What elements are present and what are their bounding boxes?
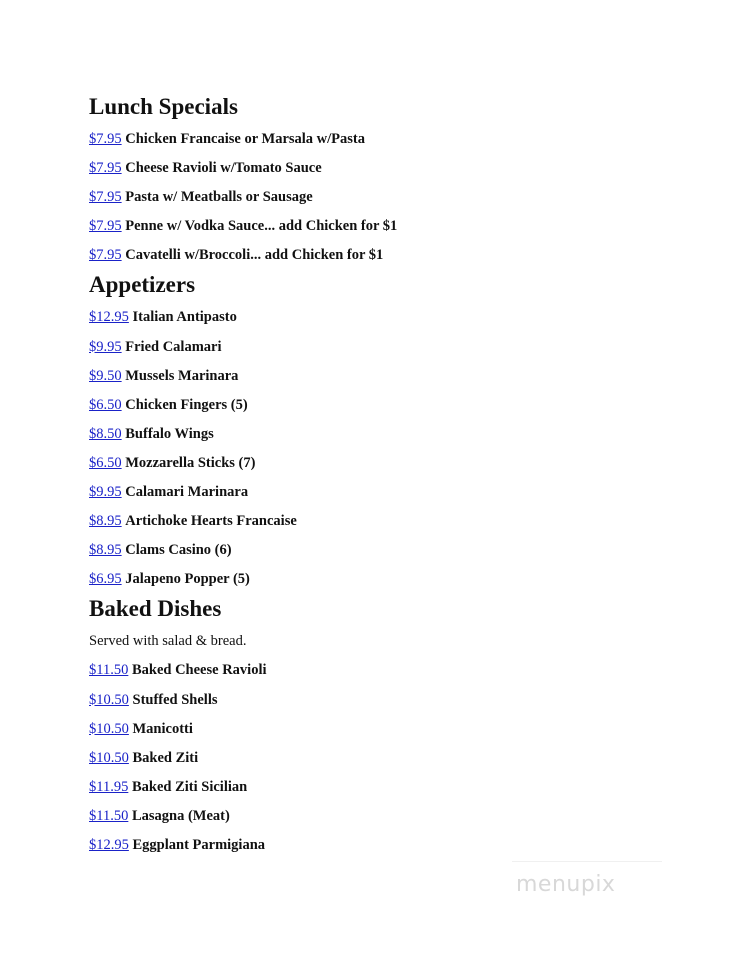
price-link[interactable]: $7.95 (89, 218, 122, 235)
section-title: Appetizers (89, 272, 196, 298)
menu-item (89, 391, 709, 420)
menu-item (89, 831, 709, 860)
price-link[interactable]: $7.95 (89, 160, 122, 177)
price-link[interactable]: $8.50 (89, 425, 122, 442)
menu-item (89, 154, 709, 183)
price-link[interactable]: $9.50 (89, 367, 122, 384)
menu-item (89, 125, 709, 154)
item-name: Buffalo Wings (125, 425, 214, 442)
menu-item (89, 715, 709, 744)
menu-item (89, 656, 709, 685)
item-name: Artichoke Hearts Francaise (125, 513, 297, 530)
item-name: Chicken Francaise or Marsala w/Pasta (125, 131, 366, 147)
item-name: Lasagna (Meat) (131, 807, 230, 824)
menu-item (89, 686, 709, 715)
price-link[interactable]: $7.95 (89, 189, 122, 206)
item-name: Penne w/ Vodka Sauce... add Chicken for $1 (125, 218, 398, 235)
watermark-divider (512, 861, 662, 862)
price-link[interactable]: $10.50 (89, 691, 129, 708)
price-link[interactable]: $10.50 (89, 720, 129, 737)
price-link[interactable]: $6.50 (89, 396, 122, 413)
item-name: Italian Antipasto (132, 309, 237, 326)
menu-item (89, 212, 709, 241)
price-link[interactable]: $11.50 (89, 807, 129, 824)
menu-item (89, 536, 709, 565)
price-link[interactable]: $6.95 (89, 571, 122, 588)
section-note: Served with salad & bread. (89, 633, 247, 650)
item-name: Mozzarella Sticks (7) (125, 454, 256, 471)
section-lunch-specials (89, 93, 709, 270)
item-name: Jalapeno Popper (5) (125, 571, 250, 588)
menupix-watermark: menupix (516, 872, 616, 897)
section-title: Baked Dishes (89, 596, 222, 622)
menu-item (89, 241, 709, 270)
price-link[interactable]: $11.95 (89, 778, 129, 795)
item-name: Cavatelli w/Broccoli... add Chicken for $1 (125, 247, 384, 264)
price-link[interactable]: $7.95 (89, 247, 122, 264)
menu-item (89, 183, 709, 212)
price-link[interactable]: $12.95 (89, 309, 129, 326)
item-name: Pasta w/ Meatballs or Sausage (125, 189, 313, 206)
price-link[interactable]: $11.50 (89, 662, 129, 679)
price-link[interactable]: $7.95 (89, 131, 122, 147)
menu-page (89, 93, 709, 861)
item-name: Clams Casino (6) (125, 542, 232, 559)
item-name: Mussels Marinara (125, 367, 239, 384)
menu-item (89, 744, 709, 773)
price-link[interactable]: $8.95 (89, 542, 122, 559)
item-name: Baked Ziti (132, 749, 199, 766)
price-link[interactable]: $9.95 (89, 338, 122, 355)
menu-item (89, 478, 709, 507)
section-baked-dishes (89, 595, 709, 860)
price-link[interactable]: $12.95 (89, 836, 129, 853)
item-name: Cheese Ravioli w/Tomato Sauce (125, 160, 322, 177)
item-name: Eggplant Parmigiana (132, 836, 266, 853)
menu-item (89, 565, 709, 594)
menu-item (89, 333, 709, 362)
section-title: Lunch Specials (89, 94, 238, 119)
item-name: Chicken Fingers (5) (125, 396, 248, 413)
menu-item (89, 449, 709, 478)
menu-item (89, 362, 709, 391)
menu-item (89, 420, 709, 449)
menu-item (89, 507, 709, 536)
item-name: Calamari Marinara (125, 484, 249, 501)
item-name: Manicotti (132, 720, 193, 737)
item-name: Baked Ziti Sicilian (131, 778, 248, 795)
item-name: Stuffed Shells (132, 691, 218, 708)
section-appetizers (89, 271, 709, 594)
item-name: Fried Calamari (125, 338, 222, 355)
price-link[interactable]: $8.95 (89, 513, 122, 530)
menu-item (89, 773, 709, 802)
price-link[interactable]: $10.50 (89, 749, 129, 766)
price-link[interactable]: $6.50 (89, 454, 122, 471)
price-link[interactable]: $9.95 (89, 484, 122, 501)
menu-item (89, 802, 709, 831)
item-name: Baked Cheese Ravioli (131, 662, 267, 679)
menu-item (89, 303, 709, 332)
